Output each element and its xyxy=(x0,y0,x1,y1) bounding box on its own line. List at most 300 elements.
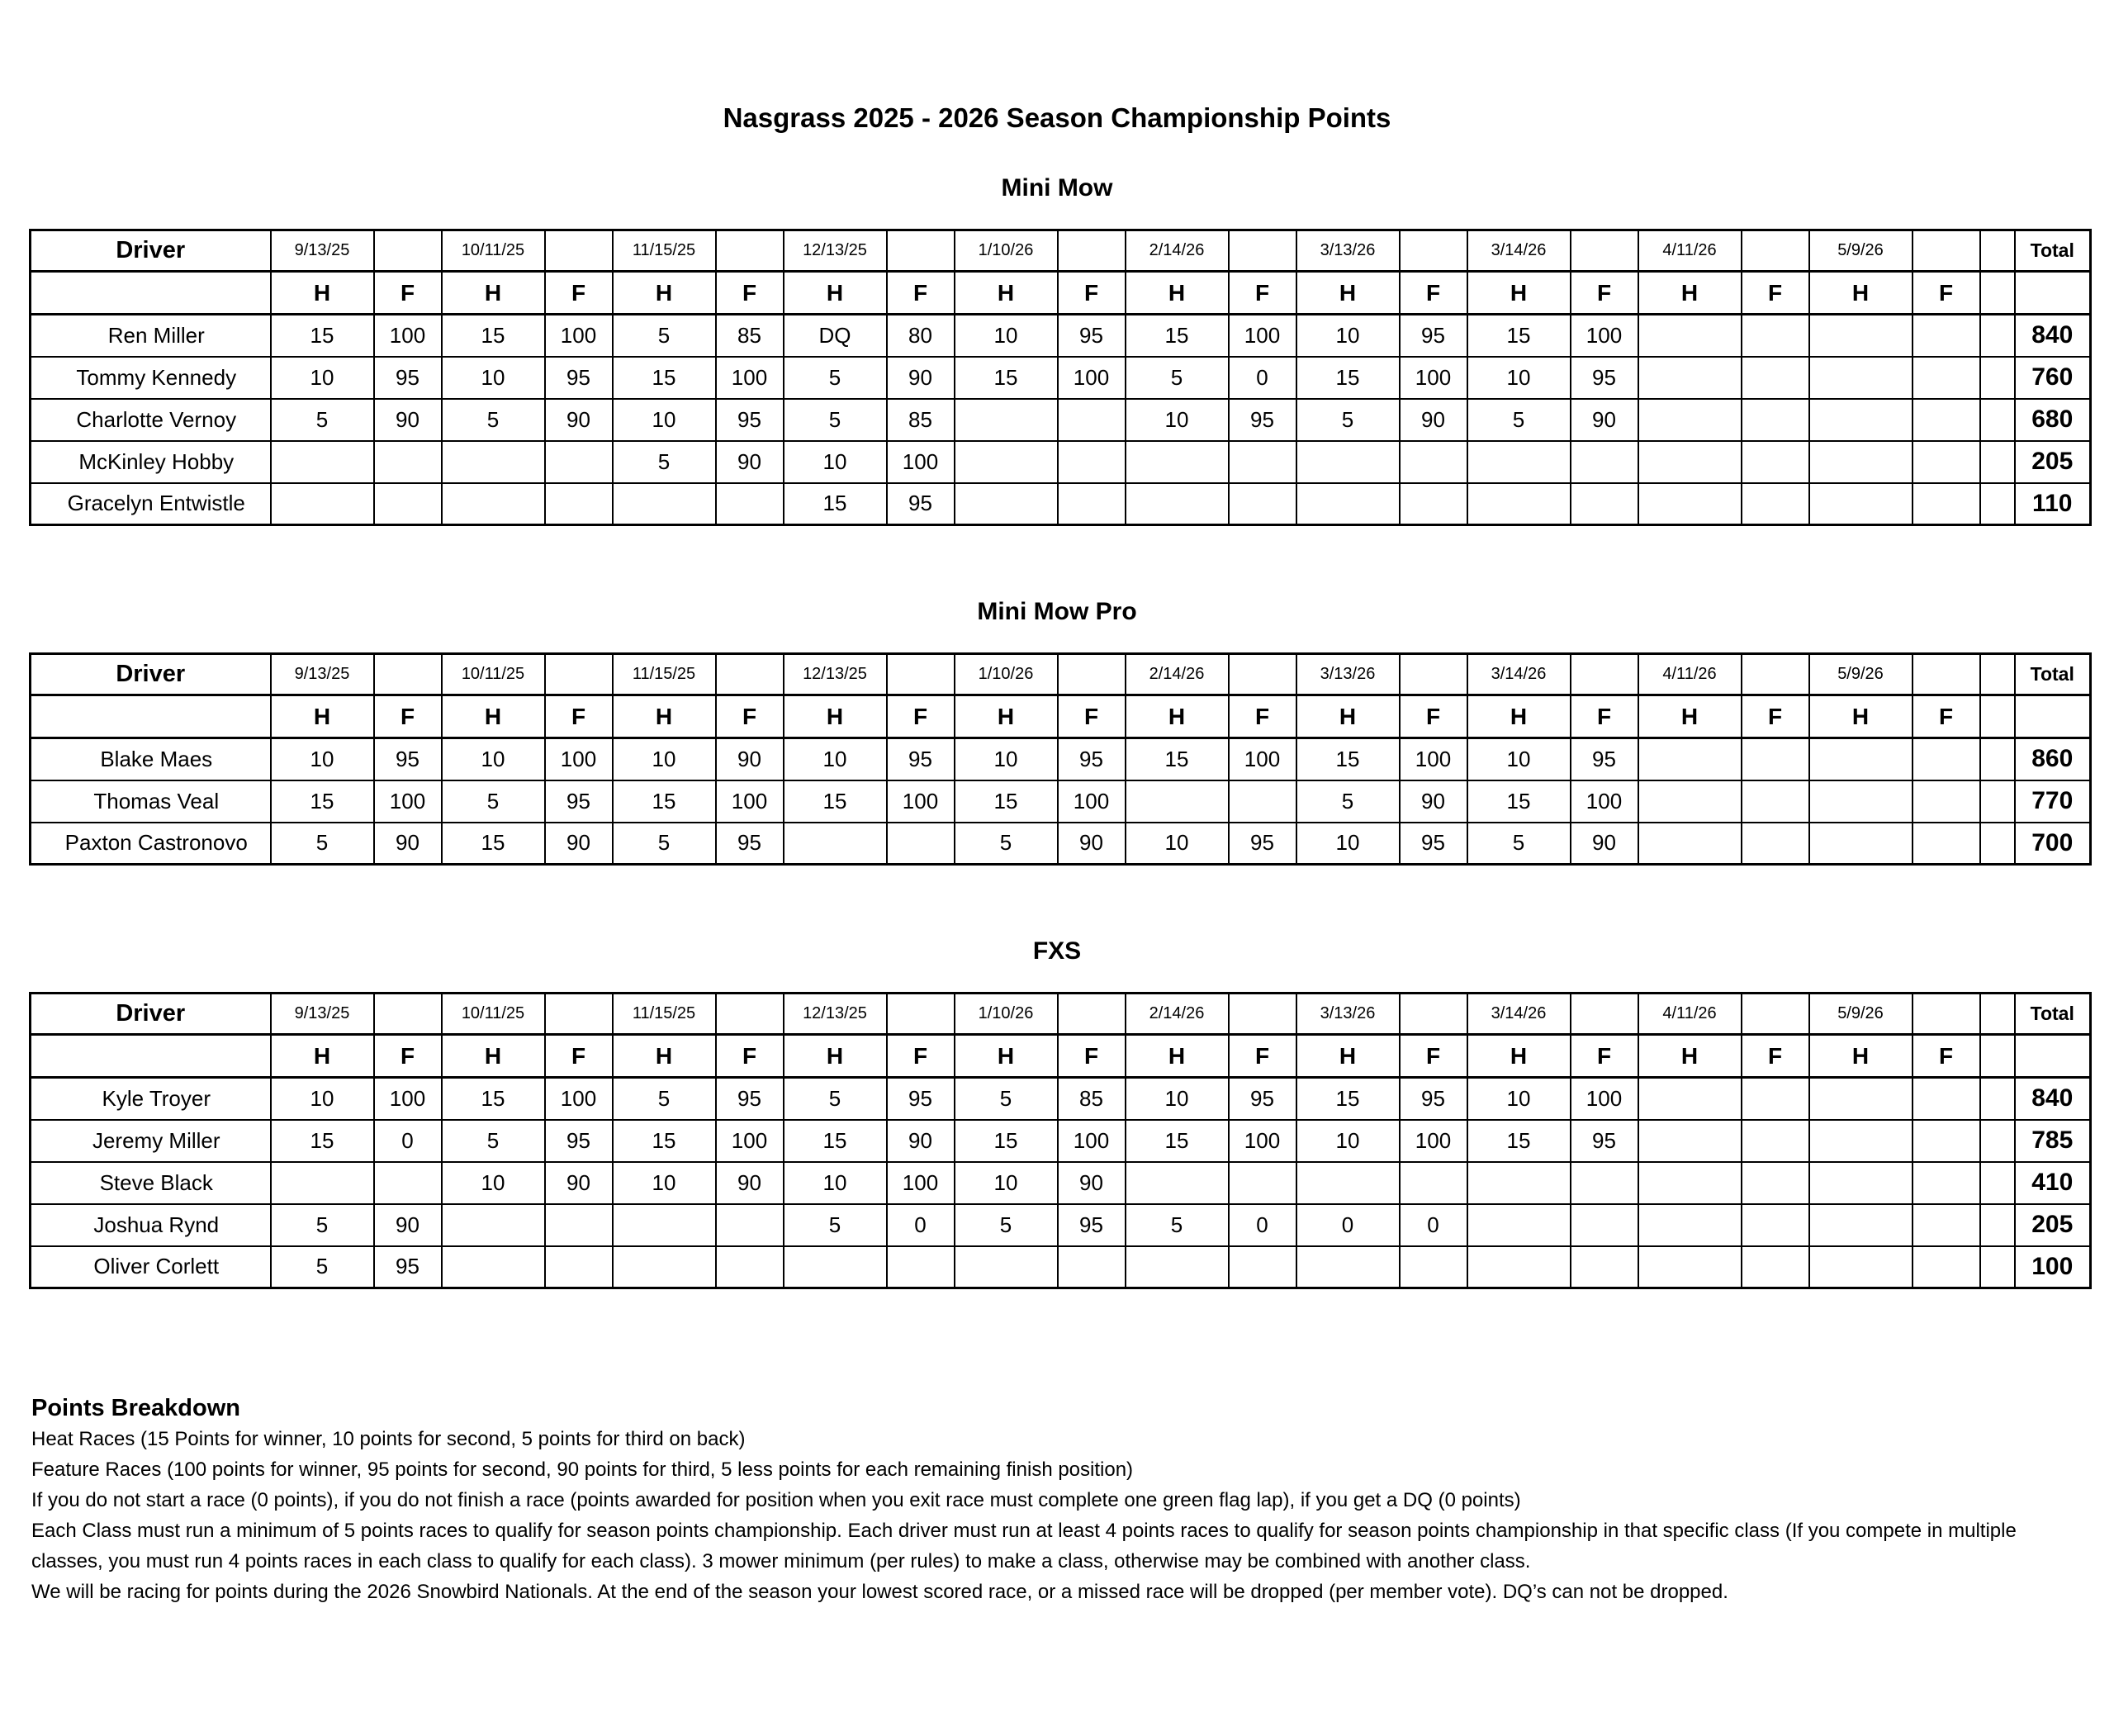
score-cell xyxy=(1913,315,1980,357)
score-cell xyxy=(1638,738,1742,780)
score-cell xyxy=(1638,357,1742,399)
total-cell: 785 xyxy=(2015,1120,2091,1162)
date-header: 2/14/26 xyxy=(1126,230,1229,272)
points-breakdown xyxy=(31,1392,2092,1607)
total-cell: 205 xyxy=(2015,1204,2091,1246)
mini-mow-pro-heading: Mini Mow Pro xyxy=(977,598,1137,625)
score-cell xyxy=(1913,357,1980,399)
score-cell: 95 xyxy=(545,780,613,823)
score-cell: 10 xyxy=(1126,823,1229,865)
score-cell: 10 xyxy=(1126,1078,1229,1120)
score-cell: 95 xyxy=(1571,738,1638,780)
total-cell: 840 xyxy=(2015,315,2091,357)
date-header: 2/14/26 xyxy=(1126,654,1229,695)
score-cell xyxy=(1913,483,1980,525)
date-header: 11/15/25 xyxy=(613,654,716,695)
heat-column-header: H xyxy=(1809,1035,1913,1078)
score-cell: 90 xyxy=(374,823,442,865)
date-header-blank xyxy=(1742,994,1809,1035)
driver-name: Blake Maes xyxy=(31,738,271,780)
total-cell: 840 xyxy=(2015,1078,2091,1120)
score-cell: 95 xyxy=(1571,357,1638,399)
total-cell: 700 xyxy=(2015,823,2091,865)
score-cell xyxy=(955,441,1058,483)
score-cell xyxy=(1467,441,1571,483)
score-cell xyxy=(1809,483,1913,525)
score-cell xyxy=(1742,1078,1809,1120)
score-cell xyxy=(1742,399,1809,441)
score-cell xyxy=(1571,1246,1638,1288)
gap-column-cell xyxy=(1980,695,2015,738)
score-cell xyxy=(1126,1162,1229,1204)
date-header-blank xyxy=(545,654,613,695)
score-cell: 100 xyxy=(1571,780,1638,823)
gap-column-cell xyxy=(1980,654,2015,695)
date-header-blank xyxy=(1229,230,1296,272)
date-header: 9/13/25 xyxy=(271,230,374,272)
score-cell xyxy=(1742,483,1809,525)
score-cell: 0 xyxy=(1296,1204,1400,1246)
feature-column-header: F xyxy=(1913,1035,1980,1078)
score-cell xyxy=(271,441,374,483)
score-cell: 100 xyxy=(1571,1078,1638,1120)
date-header-blank xyxy=(1913,994,1980,1035)
heat-column-header: H xyxy=(1467,1035,1571,1078)
feature-column-header: F xyxy=(1571,695,1638,738)
score-cell xyxy=(374,483,442,525)
score-cell: 85 xyxy=(887,399,955,441)
score-cell xyxy=(1742,1120,1809,1162)
driver-name: Paxton Castronovo xyxy=(31,823,271,865)
gap-column-cell xyxy=(1980,272,2015,315)
score-cell xyxy=(1296,1162,1400,1204)
gap-column-cell xyxy=(1980,357,2015,399)
score-cell: 5 xyxy=(442,399,545,441)
score-cell xyxy=(716,483,784,525)
feature-column-header: F xyxy=(1400,272,1467,315)
driver-name: Ren Miller xyxy=(31,315,271,357)
score-cell xyxy=(374,1162,442,1204)
score-cell xyxy=(1571,1204,1638,1246)
score-cell xyxy=(1809,738,1913,780)
score-cell xyxy=(1229,441,1296,483)
score-cell xyxy=(545,441,613,483)
date-header: 4/11/26 xyxy=(1638,994,1742,1035)
heat-column-header: H xyxy=(1296,272,1400,315)
score-cell xyxy=(613,1204,716,1246)
score-cell xyxy=(1400,1246,1467,1288)
driver-row xyxy=(31,1162,2091,1204)
date-header-blank xyxy=(1571,994,1638,1035)
score-cell xyxy=(1809,1078,1913,1120)
section-fxs xyxy=(0,938,2114,1289)
score-cell: 15 xyxy=(784,483,887,525)
note-dns-dnf-dq: If you do not start a race (0 points), if you do not finish a race (points awarded for position when you exit race must complete one green flag lap), if you get a DQ (0 points) xyxy=(31,1489,1521,1511)
score-cell xyxy=(442,441,545,483)
score-cell: 100 xyxy=(1058,780,1126,823)
score-cell xyxy=(613,483,716,525)
note-feature-races: Feature Races (100 points for winner, 95 points for second, 90 points for third, 5 less points for each remaining finish position) xyxy=(31,1459,1134,1481)
score-cell: 5 xyxy=(1467,399,1571,441)
score-cell: 10 xyxy=(1467,357,1571,399)
score-cell xyxy=(613,1246,716,1288)
score-cell: 15 xyxy=(271,315,374,357)
driver-name: Gracelyn Entwistle xyxy=(31,483,271,525)
date-header: 12/13/25 xyxy=(784,994,887,1035)
date-header: 10/11/25 xyxy=(442,654,545,695)
score-cell: 0 xyxy=(374,1120,442,1162)
gap-column-cell xyxy=(1980,1120,2015,1162)
score-cell: 90 xyxy=(545,823,613,865)
date-header: 10/11/25 xyxy=(442,230,545,272)
score-cell: 90 xyxy=(716,738,784,780)
score-cell: 95 xyxy=(1229,399,1296,441)
score-cell xyxy=(1742,780,1809,823)
score-cell: 100 xyxy=(1400,1120,1467,1162)
points-breakdown-heading: Points Breakdown xyxy=(31,1395,240,1421)
driver-row xyxy=(31,780,2091,823)
date-header: 3/14/26 xyxy=(1467,994,1571,1035)
date-header-blank xyxy=(1913,230,1980,272)
gap-column-cell xyxy=(1980,483,2015,525)
score-cell xyxy=(1809,780,1913,823)
date-header-blank xyxy=(1400,654,1467,695)
score-cell: DQ xyxy=(784,315,887,357)
date-header: 5/9/26 xyxy=(1809,994,1913,1035)
heat-column-header: H xyxy=(1296,695,1400,738)
heat-column-header: H xyxy=(1809,695,1913,738)
score-cell: 95 xyxy=(716,1078,784,1120)
score-cell xyxy=(1058,441,1126,483)
date-header: 11/15/25 xyxy=(613,994,716,1035)
score-cell: 15 xyxy=(1296,738,1400,780)
gap-column-cell xyxy=(1980,994,2015,1035)
score-cell: 15 xyxy=(955,1120,1058,1162)
feature-column-header: F xyxy=(1400,1035,1467,1078)
heat-column-header: H xyxy=(955,1035,1058,1078)
heat-column-header: H xyxy=(1467,695,1571,738)
date-header-blank xyxy=(1400,230,1467,272)
score-cell: 90 xyxy=(1058,823,1126,865)
score-cell xyxy=(1058,399,1126,441)
score-cell: 5 xyxy=(1126,357,1229,399)
mini-mow-pro-points-table xyxy=(29,652,2092,866)
date-header-row xyxy=(31,230,2091,272)
score-cell: 90 xyxy=(1400,780,1467,823)
feature-column-header: F xyxy=(716,695,784,738)
driver-row xyxy=(31,1246,2091,1288)
score-cell: 5 xyxy=(613,823,716,865)
feature-column-header: F xyxy=(1913,272,1980,315)
score-cell: 10 xyxy=(271,357,374,399)
score-cell xyxy=(1400,1162,1467,1204)
heat-column-header: H xyxy=(271,1035,374,1078)
score-cell xyxy=(1467,1162,1571,1204)
date-header-blank xyxy=(545,994,613,1035)
score-cell xyxy=(1638,1162,1742,1204)
total-cell: 760 xyxy=(2015,357,2091,399)
date-header-blank xyxy=(1742,230,1809,272)
score-cell: 100 xyxy=(1571,315,1638,357)
feature-column-header: F xyxy=(716,1035,784,1078)
date-header: 12/13/25 xyxy=(784,230,887,272)
date-header: 3/13/26 xyxy=(1296,654,1400,695)
score-cell: 15 xyxy=(1467,1120,1571,1162)
score-cell: 95 xyxy=(1058,1204,1126,1246)
date-header: 11/15/25 xyxy=(613,230,716,272)
score-cell: 5 xyxy=(784,1204,887,1246)
score-cell: 90 xyxy=(374,1204,442,1246)
score-cell: 10 xyxy=(1126,399,1229,441)
score-cell: 90 xyxy=(1058,1162,1126,1204)
score-cell: 0 xyxy=(887,1204,955,1246)
score-cell xyxy=(1638,441,1742,483)
score-cell: 100 xyxy=(1229,315,1296,357)
score-cell xyxy=(1809,1204,1913,1246)
score-cell: 5 xyxy=(955,823,1058,865)
heat-column-header: H xyxy=(1126,272,1229,315)
score-cell: 15 xyxy=(442,315,545,357)
score-cell xyxy=(1913,1162,1980,1204)
date-header-blank xyxy=(1571,654,1638,695)
score-cell xyxy=(716,1204,784,1246)
score-cell xyxy=(1638,1078,1742,1120)
heat-feature-header-row xyxy=(31,1035,2091,1078)
score-cell xyxy=(1058,1246,1126,1288)
score-cell xyxy=(1742,441,1809,483)
feature-column-header: F xyxy=(1742,272,1809,315)
score-cell: 10 xyxy=(613,738,716,780)
score-cell: 100 xyxy=(716,357,784,399)
score-cell: 80 xyxy=(887,315,955,357)
gap-column-cell xyxy=(1980,1204,2015,1246)
score-cell: 95 xyxy=(1400,315,1467,357)
date-header-blank xyxy=(716,654,784,695)
feature-column-header: F xyxy=(1913,695,1980,738)
score-cell xyxy=(1913,1120,1980,1162)
date-header-blank xyxy=(716,230,784,272)
score-cell: 100 xyxy=(1058,357,1126,399)
score-cell xyxy=(955,399,1058,441)
score-cell: 15 xyxy=(1126,1120,1229,1162)
score-cell: 100 xyxy=(1229,1120,1296,1162)
driver-row xyxy=(31,738,2091,780)
score-cell: 10 xyxy=(955,738,1058,780)
driver-column-blank xyxy=(31,1035,271,1078)
date-header-blank xyxy=(887,994,955,1035)
score-cell: 95 xyxy=(1571,1120,1638,1162)
score-cell xyxy=(1913,780,1980,823)
score-cell: 100 xyxy=(1400,738,1467,780)
date-header: 1/10/26 xyxy=(955,230,1058,272)
driver-row xyxy=(31,1078,2091,1120)
score-cell: 15 xyxy=(1296,357,1400,399)
heat-column-header: H xyxy=(442,272,545,315)
score-cell xyxy=(1638,1204,1742,1246)
driver-row xyxy=(31,1120,2091,1162)
date-header-blank xyxy=(1742,654,1809,695)
date-header: 3/14/26 xyxy=(1467,230,1571,272)
score-cell xyxy=(1296,1246,1400,1288)
score-cell: 100 xyxy=(545,738,613,780)
heat-column-header: H xyxy=(784,695,887,738)
score-cell: 10 xyxy=(955,1162,1058,1204)
score-cell: 85 xyxy=(716,315,784,357)
score-cell xyxy=(1126,483,1229,525)
score-cell xyxy=(1571,483,1638,525)
score-cell: 5 xyxy=(271,1246,374,1288)
gap-column-cell xyxy=(1980,823,2015,865)
score-cell: 15 xyxy=(1467,315,1571,357)
score-cell: 10 xyxy=(1296,1120,1400,1162)
gap-column-cell xyxy=(1980,738,2015,780)
feature-column-header: F xyxy=(374,695,442,738)
gap-column-cell xyxy=(1980,399,2015,441)
total-column-blank xyxy=(2015,695,2091,738)
total-column-header: Total xyxy=(2015,230,2091,272)
score-cell: 100 xyxy=(887,1162,955,1204)
score-cell xyxy=(545,1246,613,1288)
date-header-blank xyxy=(374,654,442,695)
date-header-blank xyxy=(887,230,955,272)
driver-name: Jeremy Miller xyxy=(31,1120,271,1162)
score-cell: 0 xyxy=(1229,1204,1296,1246)
mini-mow-points-table xyxy=(29,229,2092,526)
score-cell: 90 xyxy=(716,441,784,483)
score-cell xyxy=(1809,1246,1913,1288)
total-cell: 410 xyxy=(2015,1162,2091,1204)
score-cell xyxy=(1638,483,1742,525)
score-cell: 100 xyxy=(1229,738,1296,780)
score-cell xyxy=(1229,483,1296,525)
score-cell xyxy=(1809,315,1913,357)
score-cell xyxy=(1126,441,1229,483)
score-cell xyxy=(1638,315,1742,357)
score-cell xyxy=(442,1246,545,1288)
feature-column-header: F xyxy=(887,1035,955,1078)
score-cell xyxy=(887,1246,955,1288)
score-cell: 5 xyxy=(955,1204,1058,1246)
score-cell: 100 xyxy=(374,315,442,357)
driver-column-header: Driver xyxy=(31,994,271,1035)
score-cell: 5 xyxy=(1467,823,1571,865)
score-cell xyxy=(1809,357,1913,399)
date-header-blank xyxy=(1229,994,1296,1035)
score-cell xyxy=(1809,1120,1913,1162)
score-cell xyxy=(1913,441,1980,483)
score-cell: 15 xyxy=(1126,315,1229,357)
gap-column-cell xyxy=(1980,1162,2015,1204)
score-cell: 10 xyxy=(442,357,545,399)
total-cell: 110 xyxy=(2015,483,2091,525)
score-cell xyxy=(1809,1162,1913,1204)
score-cell: 10 xyxy=(784,738,887,780)
driver-column-header: Driver xyxy=(31,654,271,695)
score-cell: 90 xyxy=(374,399,442,441)
heat-column-header: H xyxy=(955,695,1058,738)
score-cell xyxy=(1913,1078,1980,1120)
score-cell xyxy=(271,483,374,525)
driver-name: Kyle Troyer xyxy=(31,1078,271,1120)
driver-row xyxy=(31,1204,2091,1246)
score-cell xyxy=(1742,738,1809,780)
score-cell xyxy=(1742,315,1809,357)
score-cell: 15 xyxy=(613,1120,716,1162)
driver-row xyxy=(31,483,2091,525)
driver-column-blank xyxy=(31,695,271,738)
score-cell: 5 xyxy=(1296,399,1400,441)
date-header-blank xyxy=(374,230,442,272)
score-cell xyxy=(1296,441,1400,483)
feature-column-header: F xyxy=(1229,695,1296,738)
heat-feature-header-row xyxy=(31,272,2091,315)
score-cell: 90 xyxy=(887,1120,955,1162)
score-cell xyxy=(955,1246,1058,1288)
score-cell xyxy=(442,483,545,525)
feature-column-header: F xyxy=(1058,1035,1126,1078)
driver-row xyxy=(31,399,2091,441)
score-cell: 10 xyxy=(271,1078,374,1120)
score-cell xyxy=(1809,399,1913,441)
feature-column-header: F xyxy=(1571,272,1638,315)
score-cell: 5 xyxy=(613,1078,716,1120)
feature-column-header: F xyxy=(1742,1035,1809,1078)
feature-column-header: F xyxy=(716,272,784,315)
score-cell xyxy=(442,1204,545,1246)
score-cell xyxy=(1913,823,1980,865)
score-cell xyxy=(1467,1204,1571,1246)
gap-column-cell xyxy=(1980,780,2015,823)
date-header: 5/9/26 xyxy=(1809,230,1913,272)
score-cell: 5 xyxy=(442,780,545,823)
heat-column-header: H xyxy=(271,272,374,315)
score-cell: 95 xyxy=(374,357,442,399)
score-cell: 95 xyxy=(887,1078,955,1120)
score-cell xyxy=(1229,1246,1296,1288)
heat-column-header: H xyxy=(1638,272,1742,315)
score-cell xyxy=(271,1162,374,1204)
score-cell: 5 xyxy=(613,441,716,483)
driver-row xyxy=(31,315,2091,357)
score-cell: 15 xyxy=(1296,1078,1400,1120)
driver-column-header: Driver xyxy=(31,230,271,272)
date-header: 3/13/26 xyxy=(1296,230,1400,272)
score-cell: 95 xyxy=(1058,738,1126,780)
heat-column-header: H xyxy=(613,695,716,738)
score-cell: 5 xyxy=(784,1078,887,1120)
date-header-row xyxy=(31,654,2091,695)
heat-column-header: H xyxy=(1467,272,1571,315)
driver-name: Charlotte Vernoy xyxy=(31,399,271,441)
date-header: 1/10/26 xyxy=(955,654,1058,695)
score-cell: 5 xyxy=(784,399,887,441)
score-cell: 5 xyxy=(955,1078,1058,1120)
score-cell: 90 xyxy=(887,357,955,399)
date-header-blank xyxy=(1058,654,1126,695)
date-header-blank xyxy=(716,994,784,1035)
score-cell: 100 xyxy=(545,315,613,357)
gap-column-cell xyxy=(1980,441,2015,483)
score-cell xyxy=(545,1204,613,1246)
score-cell xyxy=(784,823,887,865)
score-cell xyxy=(1229,780,1296,823)
score-cell: 15 xyxy=(955,780,1058,823)
date-header: 1/10/26 xyxy=(955,994,1058,1035)
score-cell: 10 xyxy=(442,1162,545,1204)
feature-column-header: F xyxy=(1742,695,1809,738)
score-cell xyxy=(1742,1162,1809,1204)
driver-name: McKinley Hobby xyxy=(31,441,271,483)
